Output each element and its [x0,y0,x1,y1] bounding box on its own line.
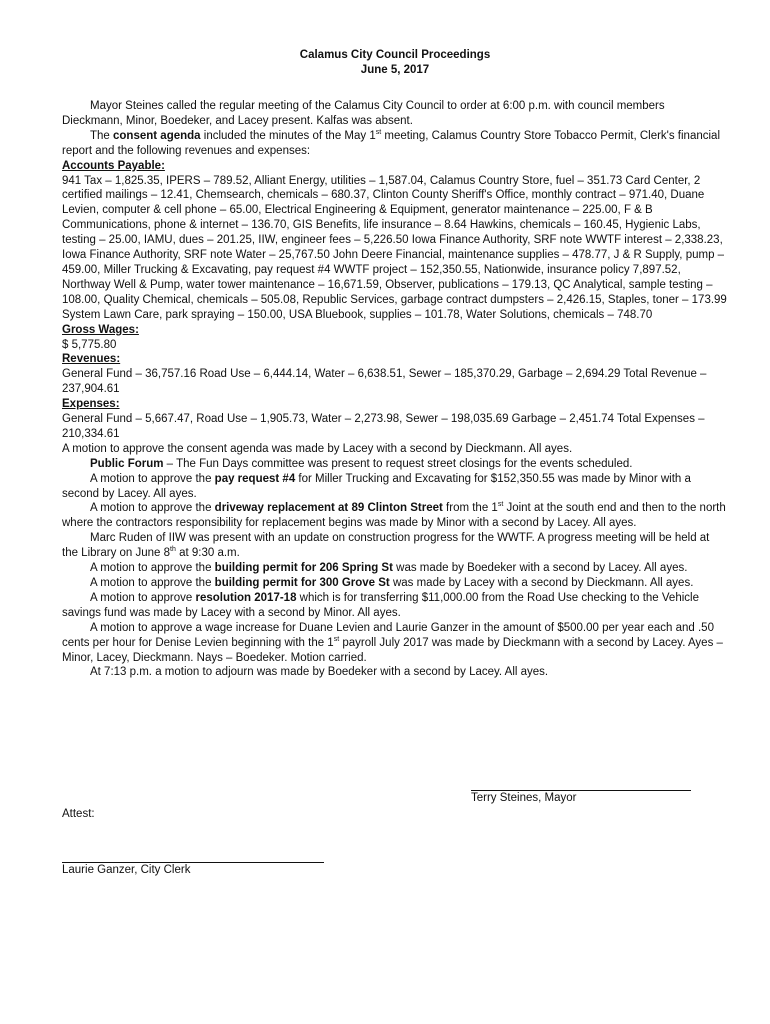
mayor-signature-line [471,776,691,791]
consent-agenda-term: consent agenda [113,129,201,142]
resolution-paragraph: A motion to approve resolution 2017-18 which is for transferring $11,000.00 from the Road Use checking to the Vehicle savings fund was made by Lacey with a second by Minor. All ayes. [62,591,699,619]
accounts-payable-heading: Accounts Payable: [62,159,165,172]
document-body [62,48,728,680]
revenues-list: General Fund – 36,757.16 Road Use – 6,444.14, Water – 6,638.51, Sewer – 185,370.29, Garbage – 2,694.29 Total Revenue – 237,904.61 [62,368,707,396]
public-forum-term: Public Forum [90,457,164,470]
mayor-signature-block [471,776,691,806]
document-date: June 5, 2017 [360,63,430,76]
gross-wages-heading: Gross Wages: [62,323,139,336]
expenses-heading: Expenses: [62,398,120,411]
gross-wages-value: $ 5,775.80 [62,338,117,351]
driveway-paragraph: A motion to approve the driveway replacement at 89 Clinton Street from the 1st Joint at the south end and then to the north where the contractors responsibility for replacement begins was made by Minor with a second by Lacey. All ayes. [62,501,726,530]
public-forum-paragraph: Public Forum – The Fun Days committee was present to request street closings for the events scheduled. [90,457,633,470]
clerk-signature-line [62,848,324,863]
clerk-name: Laurie Ganzer, City Clerk [62,864,191,876]
pay-request-paragraph: A motion to approve the pay request #4 for Miller Trucking and Excavating for $152,350.55 was made by Minor with a second by Lacey. All ayes. [62,472,691,500]
expenses-list: General Fund – 5,667.47, Road Use – 1,905.73, Water – 2,273.98, Sewer – 198,035.69 Garbage – 2,451.74 Total Expenses – 210,334.61 [62,413,705,440]
permit-206-paragraph: A motion to approve the building permit for 206 Spring St was made by Boedeker with a second by Lacey. All ayes. [90,562,688,575]
consent-motion-paragraph: A motion to approve the consent agenda was made by Lacey with a second by Dieckmann. All ayes. [62,442,573,455]
wwtf-update-paragraph: Marc Ruden of IIW was present with an update on construction progress for the WWTF. A progress meeting will be held at the Library on June 8th at 9:30 a.m. [62,532,710,560]
consent-agenda-paragraph: The consent agenda included the minutes of the May 1st meeting, Calamus Country Store Tobacco Permit, Clerk's financial report and the following revenues and expenses: [62,128,721,157]
document-title: Calamus City Council Proceedings [299,49,491,61]
accounts-payable-list: 941 Tax – 1,825.35, IPERS – 789.52, Alliant Energy, utilities – 1,587.04, Calamus Country Store, fuel – 351.73 Card Center, 2 certified mailings – 12.41, Chemsearch, chemicals – 680.37, Clinton County Sheriff's Office, monthly contract – 971.40, Duane Levien, computer & cell phone – 65.00, Electrical Engineering & Equipment, generator maintenance – 225.00, F & B Communications, phone & internet – 136.70, GIS Benefits, life insurance – 8.64 Hawkins, chemicals – 160.45, Hygienic Labs, testing – 25.00, IAMU, dues – 201.25, IIW, engineer fees – 5,226.50 Iowa Finance Authority, SRF note WWTF interest – 2,338.23, Iowa Finance Authority, SRF note Water – 25,767.50 John Deere Financial, maintenance supplies – 478.77, J & R Supply, pump – 459.00, Miller Trucking & Excavating, pay request #4 WWTF project – 152,350.55, Nationwide, insurance policy 7,897.52, Northway Well & Pump, water tower maintenance – 16,671.59, Observer, publications – 179.13, QC Analytical, sample testing – 108.00, Quality Chemical, chemicals – 505.08, Republic Services, garbage contract dumpsters – 2,426.15, Staples, toner – 173.99 System Lawn Care, park spraying – 150.00, USA Bluebook, supplies – 101.78, Water Solutions, chemicals – 748.70 [62,174,727,321]
permit-300-paragraph: A motion to approve the building permit for 300 Grove St was made by Lacey with a second by Dieckmann. All ayes. [90,577,694,589]
attest-label: Attest: [62,808,95,820]
opening-paragraph: Mayor Steines called the regular meeting of the Calamus City Council to order at 6:00 p.m. with council members Dieckmann, Minor, Boedeker, and Lacey present. Kalfas was absent. [62,100,665,127]
adjourn-paragraph: At 7:13 p.m. a motion to adjourn was made by Boedeker with a second by Lacey. All ayes. [90,666,549,679]
revenues-heading: Revenues: [62,353,121,366]
mayor-name: Terry Steines, Mayor [471,792,577,804]
clerk-signature-block [62,848,324,878]
wage-paragraph: A motion to approve a wage increase for Duane Levien and Laurie Ganzer in the amount of $500.00 per year each and .50 cents per hour for Denise Levien beginning with the 1st payroll July 2017 was made by Dieckmann with a second by Lacey. Ayes – Minor, Lacey, Dieckmann. Nays – Boedeker. Motion carried. [62,621,723,664]
